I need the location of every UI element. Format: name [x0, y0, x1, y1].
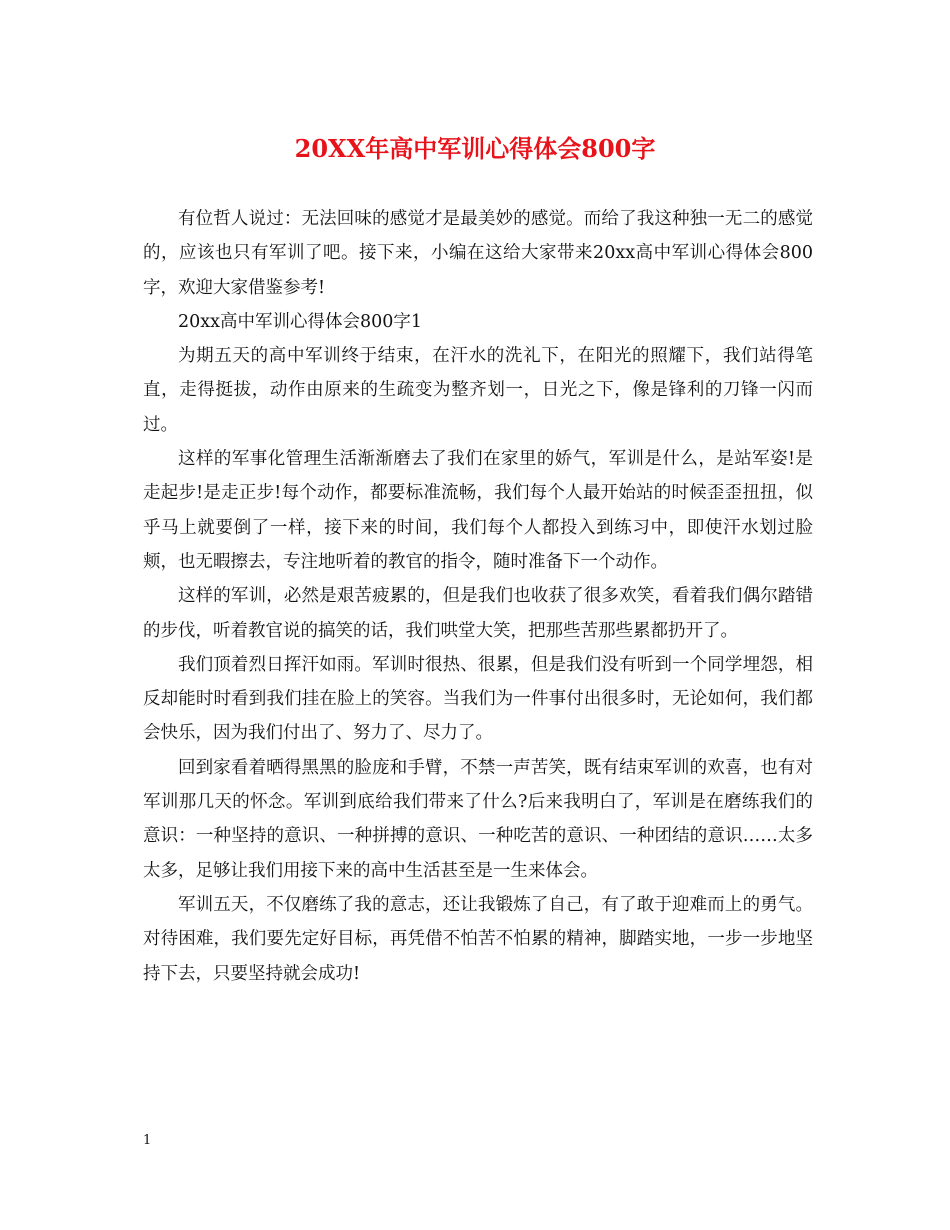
section-heading: 20xx高中军训心得体会800字1: [178, 311, 423, 332]
paragraph: 这样的军训，必然是艰苦疲累的，但是我们也收获了很多欢笑，看着我们偶尔踏错的步伐，听着教官说的搞笑的话，我们哄堂大笑，把那些苦那些累都扔开了。: [143, 586, 813, 641]
paragraph: 回到家看着晒得黑黑的脸庞和手臂，不禁一声苦笑，既有结束军训的欢喜，也有对军训那几天的怀念。军训到底给我们带来了什么?后来我明白了，军训是在磨练我们的意识：一种坚持的意识、一种拼搏的意识、一种吃苦的意识、一种团结的意识……太多太多，足够让我们用接下来的高中生活甚至是一生来体会。: [143, 757, 813, 881]
document-title: 20XX年高中军训心得体会800字: [294, 134, 656, 163]
paragraph: 军训五天，不仅磨练了我的意志，还让我锻炼了自己，有了敢于迎难而上的勇气。对待困难，我们要先定好目标，再凭借不怕苦不怕累的精神，脚踏实地，一步一步地坚持下去，只要坚持就会成功!: [143, 894, 813, 984]
page-number: 1: [143, 1133, 152, 1148]
document-body: [143, 202, 813, 991]
paragraph-intro: 有位哲人说过：无法回味的感觉才是最美妙的感觉。而给了我这种独一无二的感觉的，应该也只有军训了吧。接下来，小编在这给大家带来20xx高中军训心得体会800字，欢迎大家借鉴参考!: [143, 209, 813, 298]
paragraph: 这样的军事化管理生活渐渐磨去了我们在家里的娇气，军训是什么，是站军姿!是走起步!是走正步!每个动作，都要标准流畅，我们每个人最开始站的时候歪歪扭扭，似乎马上就要倒了一样，接下来的时间，我们每个人都投入到练习中，即使汗水划过脸颊，也无暇擦去，专注地听着的教官的指令，随时准备下一个动作。: [143, 449, 813, 572]
paragraph: 为期五天的高中军训终于结束，在汗水的洗礼下，在阳光的照耀下，我们站得笔直，走得挺拔，动作由原来的生疏变为整齐划一，日光之下，像是锋利的刀锋一闪而过。: [143, 346, 813, 435]
paragraph: 我们顶着烈日挥汗如雨。军训时很热、很累，但是我们没有听到一个同学埋怨，相反却能时时看到我们挂在脸上的笑容。当我们为一件事付出很多时，无论如何，我们都会快乐，因为我们付出了、努力了、尽力了。: [143, 654, 813, 744]
